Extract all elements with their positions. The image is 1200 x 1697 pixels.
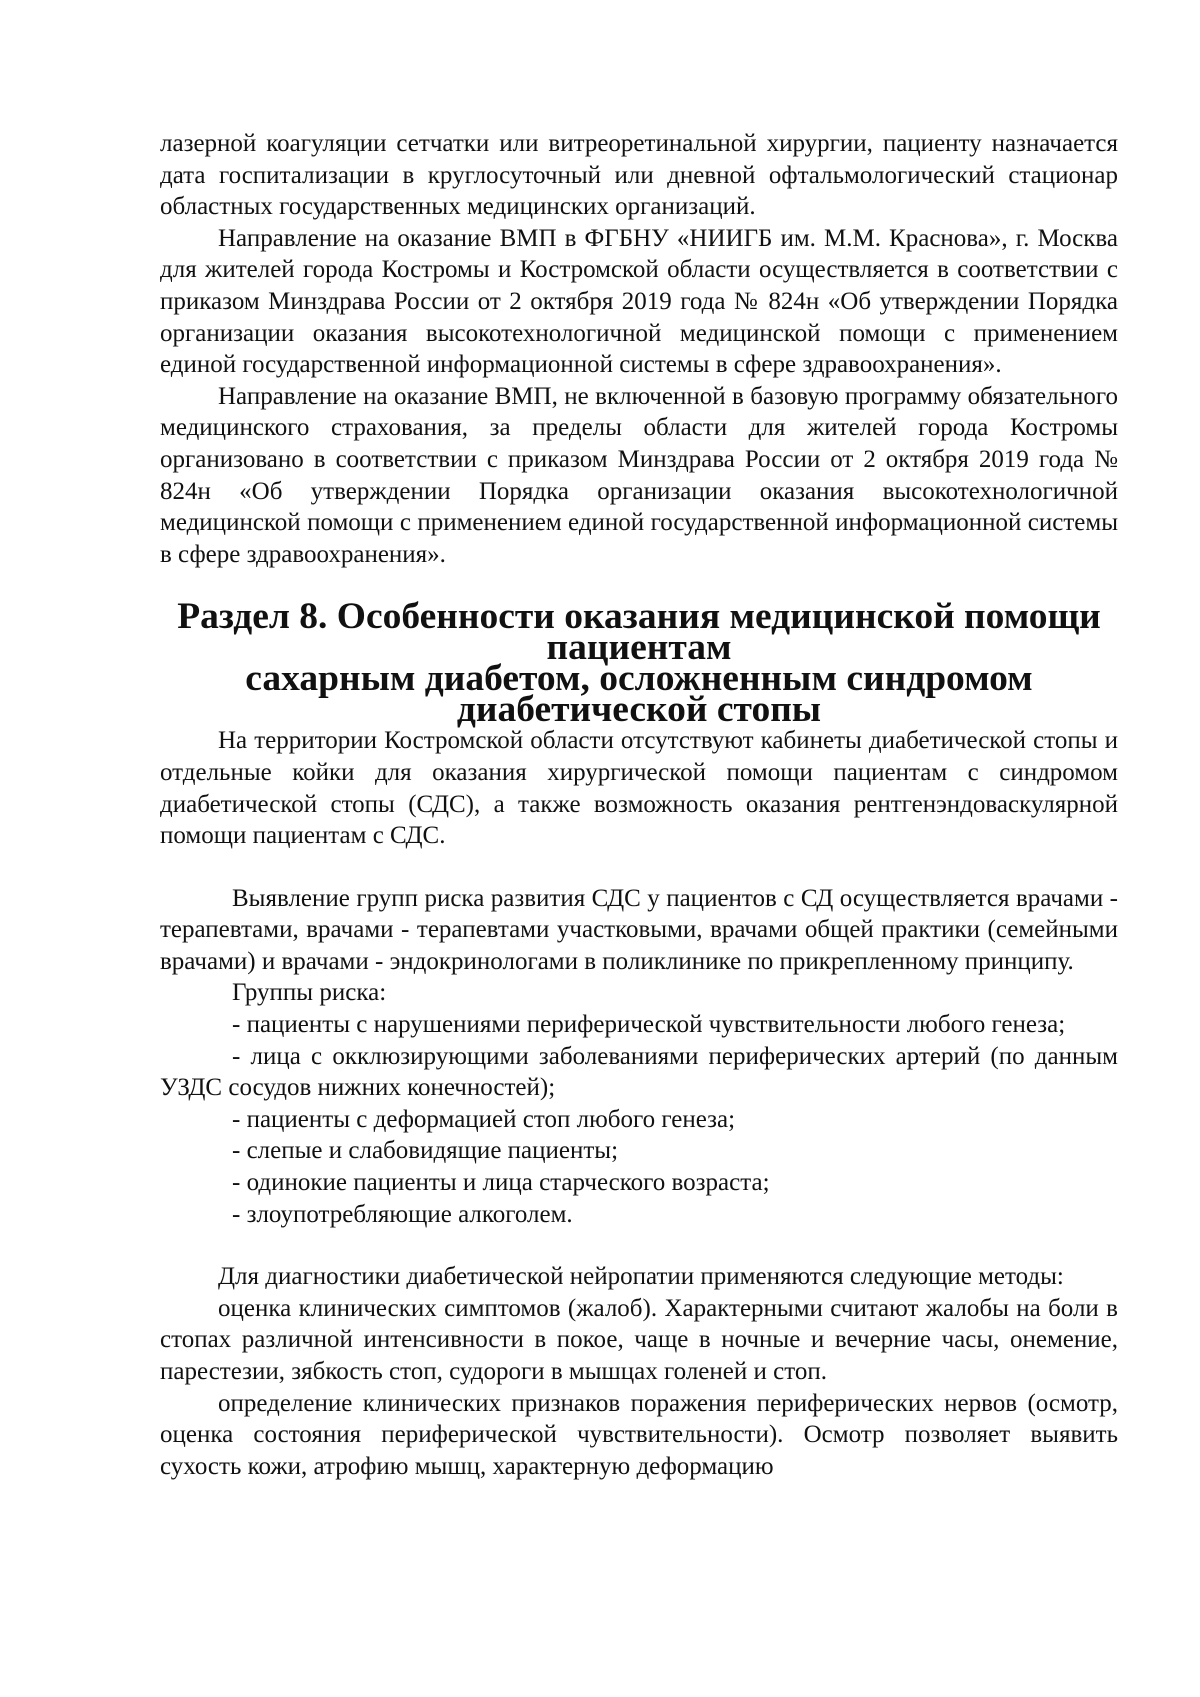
list-item: - пациенты с деформацией стоп любого генеза; [232,1105,736,1133]
list-item: - пациенты с нарушениями периферической чувствительности любого генеза; [232,1011,1066,1039]
spacer [160,1230,1118,1261]
risk-groups-title: Группы риска: [232,979,387,1007]
paragraph-diagnostics-intro: Для диагностики диабетической нейропатии применяются следующие методы: [218,1263,1064,1291]
list-item: - лица с окклюзирующими заболеваниями периферических артерий (по данным УЗДС сосудов нижних конечностей); [160,1042,1118,1102]
paragraph-diagnostics-symptoms: оценка клинических симптомов (жалоб). Характерными считают жалобы на боли в стопах различной интенсивности в покое, чаще в ночные и вечерние часы, онемение, парестезии, зябкость стоп, судороги в мышцах голеней и стоп. [160,1294,1118,1385]
paragraph-risk-detection: Выявление групп риска развития СДС у пациентов с СД осуществляется врачами - терапевтами, врачами - терапевтами участковыми, врачами общей практики (семейными врачами) и врачами - эндокринологами в поликлинике по прикрепленному принципу. [160,884,1118,975]
paragraph-diagnostics-signs: определение клинических признаков поражения периферических нервов (осмотр, оценка состояния периферической чувствительности). Осмотр позволяет выявить сухость кожи, атрофию мышц, характерную деформацию [160,1389,1118,1480]
list-item: - одинокие пациенты и лица старческого возраста; [232,1169,770,1197]
paragraph-vmp-referral-moscow: Направление на оказание ВМП в ФГБНУ «НИИГБ им. М.М. Краснова», г. Москва для жителей города Костромы и Костромской области осуществляется в соответствии с приказом Минздрава России от 2 октября 2019 года № 824н «Об утверждении Порядка организации оказания высокотехнологичной медицинской помощи с применением единой государственной информационной системы в сфере здравоохранения». [160,224,1118,379]
paragraph-vmp-referral-outside: Направление на оказание ВМП, не включенной в базовую программу обязательного медицинского страхования, за пределы области для жителей города Костромы организовано в соответствии с приказом Минздрава России от 2 октября 2019 года № 824н «Об утверждении Порядка организации оказания высокотехнологичной медицинской помощи с применением единой государственной информационной системы в сфере здравоохранения». [160,382,1118,568]
section-heading [160,596,1118,731]
paragraph-section-intro: На территории Костромской области отсутствуют кабинеты диабетической стопы и отдельные койки для оказания хирургической помощи пациентам с синдромом диабетической стопы (СДС), а также возможность оказания рентгенэндоваскулярной помощи пациентам с СДС. [160,727,1118,850]
paragraph-laser-coagulation: лазерной коагуляции сетчатки или витреоретинальной хирургии, пациенту назначается дата госпитализации в круглосуточный или дневной офтальмологический стационар областных государственных медицинских организаций. [160,130,1118,221]
list-item: - слепые и слабовидящие пациенты; [232,1137,619,1165]
document-page [160,128,1118,1482]
spacer [160,852,1118,883]
list-item: - злоупотребляющие алкоголем. [232,1200,573,1228]
section-heading-line2: сахарным диабетом, осложненным синдромом диабетической стопы [245,658,1033,731]
section-heading-line1: Раздел 8. Особенности оказания медицинской помощи пациентам [177,596,1101,669]
